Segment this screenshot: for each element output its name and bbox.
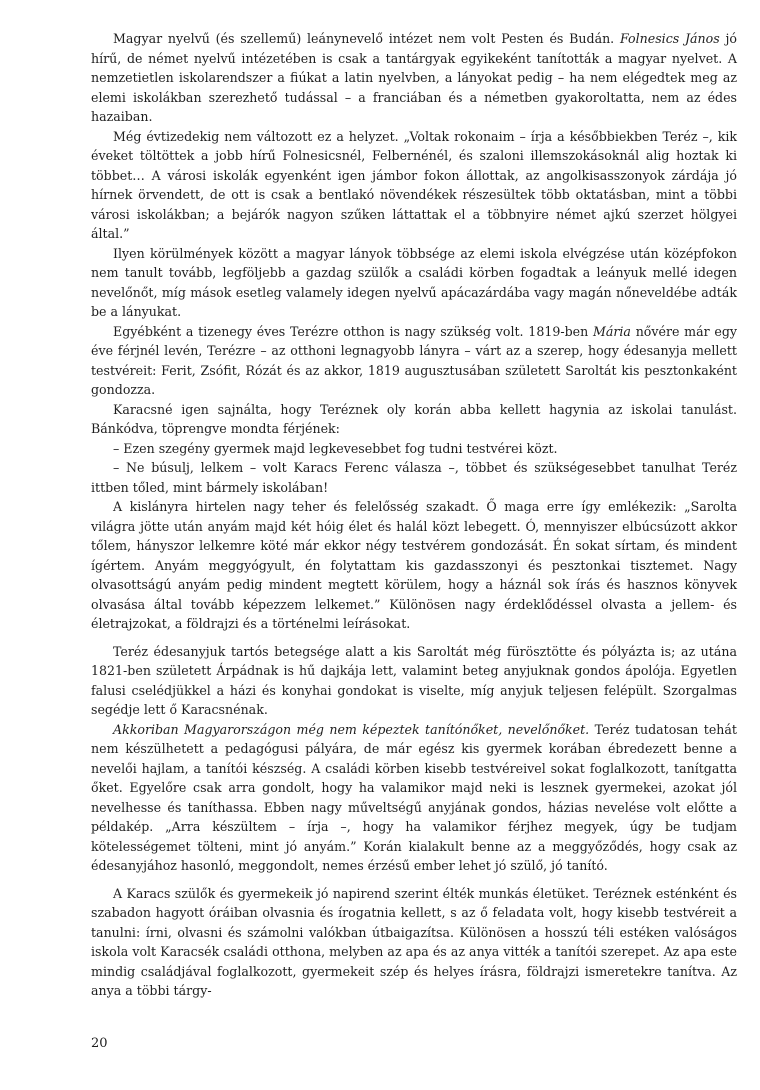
paragraph <box>91 458 737 497</box>
text-run: jó hírű, de német nyelvű intézetében is csak a tantárgyak egyikeként tanították a magyar nyelvet. A nemzetietlen iskolarendszer a fiúkat a latin nyelvben, a lányokat pedig – ha nem elégedtek meg az elemi iskolákban szerezhető tudással – a franciában és a németben gyakoroltatta, nem az édes hazaiban. <box>91 31 737 124</box>
paragraph <box>91 642 737 720</box>
text-run: – Ezen szegény gyermek majd legkevesebbet fog tudni testvérei közt. <box>113 440 558 456</box>
paragraph <box>91 127 737 244</box>
text-run: Ilyen körülmények között a magyar lányok többsége az elemi iskola elvégzése után középfokon nem tanult tovább, legföljebb a gazdag szülők a családi körben fogadtak a leányuk mellé idegen nevelőnőt, míg mások esetleg valamely idegen nyelvű apácazárdába vagy magán nőneveldébe adták be a lányukat. <box>91 245 737 319</box>
italic-text: Mária <box>592 323 631 339</box>
text-run: Teréz édesanyjuk tartós betegsége alatt a kis Saroltát még fürösztötte és pólyázta is; az utána 1821-ben született Árpádnak is hű dajkája lett, valamint beteg anyjuknak gondos ápolója. Egyetlen falusi cselédjükkel a házi és konyhai gondokat is viselte, míg anyjuk teljesen felépült. Szorgalmas segédje lett ő Karacsnénak. <box>91 643 737 717</box>
paragraph <box>91 720 737 876</box>
paragraph <box>91 322 737 400</box>
text-run: A Karacs szülők és gyermekeik jó napirend szerint élték munkás életüket. Teréznek esténként és szabadon hagyott óráiban olvasnia és írogatnia kellett, s az ő feladata volt, hogy kisebb testvéreit a tanulni: írni, olvasni és számolni valókban útbaigazítsa. Különösen a hosszú téli estéken valóságos iskola volt Karacsék családi otthona, melyben az apa és az anya vitték a tanítói szerepet. Az apa este mindig családjával foglalkozott, gyermekeit szép és helyes írásra, földrajzi ismeretekre tanítva. Az anya a többi tárgy- <box>91 885 737 998</box>
body-text <box>91 29 737 1001</box>
text-run: – Ne búsulj, lelkem – volt Karacs Ferenc válasza –, többet és szükségesebbet tanulhat Teréz ittben tőled, mint bármely iskolában! <box>91 460 737 495</box>
text-run: Egyébként a tizenegy éves Terézre otthon is nagy szükség volt. 1819-ben <box>113 323 593 339</box>
italic-text: Folnesics János <box>619 31 720 46</box>
paragraph <box>91 400 737 439</box>
text-run: Karacsné igen sajnálta, hogy Teréznek oly korán abba kellett hagynia az iskolai tanulást. Bánkódva, töprengve mondta férjének: <box>91 401 737 436</box>
paragraph <box>91 497 737 634</box>
paragraph <box>91 884 737 1001</box>
page-number: 20 <box>91 1036 108 1051</box>
text-run: Magyar nyelvű (és szellemű) leánynevelő intézet nem volt Pesten és Budán. <box>113 31 620 46</box>
paragraph <box>91 244 737 322</box>
text-run: Teréz tudatosan tehát nem készülhetett a pedagógusi pályára, de már egész kis gyermek korában ébredezett benne a nevelői hajlam, a tanítói készség. A családi körben kisebb testvéreivel sokat foglalkozott, tanítgatta őket. Egyelőre csak arra gondolt, hogy ha valamikor majd neki is lesznek gyermekei, azokat jól nevelhesse és taníthassa. Ebben nagy műveltségű anyjának gondos, házias nevelése volt előtte a példakép. „Arra készültem – írja –, hogy ha valamikor férjhez megyek, úgy be tudjam kötelességemet tölteni, mint jó anyám.” Korán kialakult benne az a meggyőződés, hogy csak az édesanyjához hasonló, meggondolt, nemes érzésű ember lehet jó szülő, jó tanító. <box>91 721 737 873</box>
text-run: A kislányra hirtelen nagy teher és felelősség szakadt. Ő maga erre így emlékezik: „Sarolta világra jötte után anyám majd két hóig élet és halál közt lebegett. Ó, mennyiszer elbúcsúzott akkor tőlem, hányszor lelkemre köté már ekkor négy testvérem gondozását. Én sokat sírtam, és mindent ígértem. Anyám meggyógyult, én folytattam kis gazdasszonyi és pesztonkai tisztemet. Nagy olvasottságú anyám pedig mindent megtett körülem, hogy a háznál sok írás és hasznos könyvek olvasása által tovább képezzem lelkemet.” Különösen nagy érdeklődéssel olvasta a jellem- és életrajzokat, a földrajzi és a történelmi leírásokat. <box>91 499 737 631</box>
text-run: Még évtizedekig nem változott ez a helyzet. „Voltak rokonaim – írja a későbbiekben Teréz –, kik éveket töltöttek a jobb hírű Folnesicsnél, Felbernénél, és szaloni illemszokásoknál alig hoztak ki többet… A városi iskolák egyenként igen jámbor fokon állottak, az angolkisasszonyok zárdája jó hírnek örvendett, de ott is csak a bentlakó növendékek részesültek több oktatásban, mint a többi városi iskolákban; a bejárók nagyon szűken láttattak el a többnyire német ajkú szerzet hölgyei által.” <box>91 128 737 241</box>
italic-text: Akkoriban Magyarországon még nem képeztek tanítónőket, nevelőnőket. <box>113 721 590 737</box>
paragraph <box>91 439 737 459</box>
text-run: nővére már egy éve férjnél levén, Terézre – az otthoni legnagyobb lányra – várt az a szerep, hogy édesanyja mellett testvéreit: Ferit, Zsófit, Rózát és az akkor, 1819 augusztusában született Saroltát kis pesztonkaként gondozza. <box>91 323 738 397</box>
paragraph <box>91 29 737 127</box>
